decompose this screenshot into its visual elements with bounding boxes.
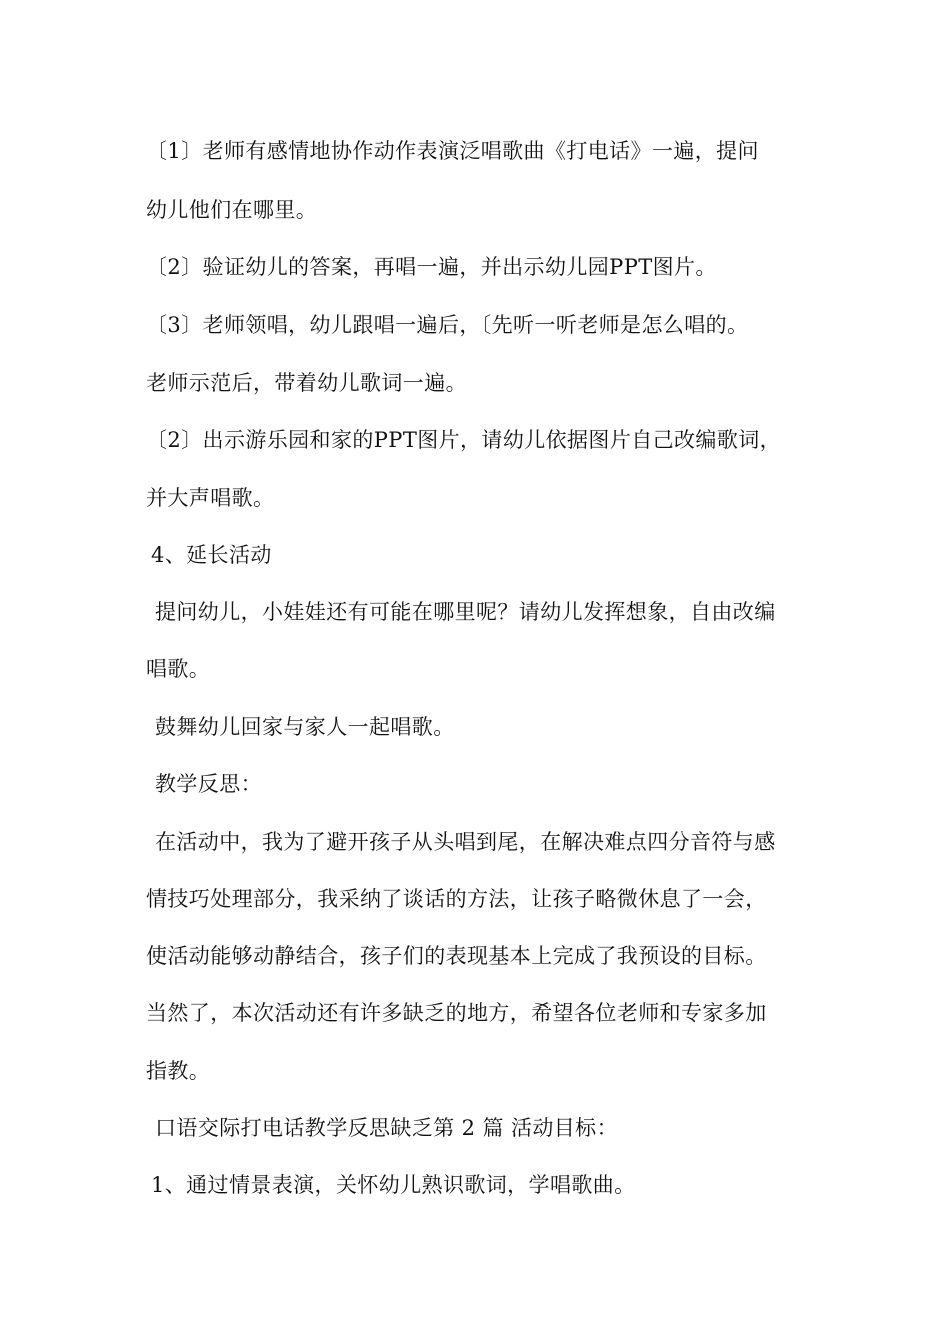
section-heading-part-2: 口语交际打电话教学反思缺乏第 2 篇 活动目标： <box>155 1116 618 1140</box>
paragraph-step-1-line-2: 幼儿他们在哪里。 <box>146 198 318 222</box>
paragraph-extension-line-2: 唱歌。 <box>146 657 211 681</box>
paragraph-step-3-line-1: 〔3〕老师领唱，幼儿跟唱一遍后，〔先听一听老师是怎么唱的。 <box>146 313 749 337</box>
section-heading-extension: 4、延长活动 <box>151 543 272 567</box>
paragraph-encourage: 鼓舞幼儿回家与家人一起唱歌。 <box>155 715 455 739</box>
paragraph-step-1-line-1: 〔1〕老师有感情地协作动作表演泛唱歌曲《打电话》一遍，提问 <box>146 139 759 163</box>
section-heading-reflection: 教学反思： <box>155 772 262 796</box>
paragraph-reflection-line-3: 使活动能够动静结合，孩子们的表现基本上完成了我预设的目标。 <box>146 944 767 968</box>
paragraph-step-2b-line-1: 〔2〕出示游乐园和家的PPT图片，请幼儿依据图片自己改编歌词， <box>146 428 782 452</box>
paragraph-reflection-line-5: 指教。 <box>146 1059 211 1083</box>
paragraph-reflection-line-4: 当然了，本次活动还有许多缺乏的地方，希望各位老师和专家多加 <box>146 1001 767 1025</box>
paragraph-step-3-line-2: 老师示范后，带着幼儿歌词一遍。 <box>146 371 467 395</box>
paragraph-step-2b-line-2: 并大声唱歌。 <box>146 486 275 510</box>
paragraph-reflection-line-1: 在活动中，我为了避开孩子从头唱到尾，在解决难点四分音符与感 <box>155 830 776 854</box>
paragraph-step-2: 〔2〕验证幼儿的答案，再唱一遍，并出示幼儿园PPT图片。 <box>146 255 717 279</box>
paragraph-reflection-line-2: 情技巧处理部分，我采纳了谈话的方法，让孩子略微休息了一会， <box>146 887 767 911</box>
paragraph-goal-1: 1、通过情景表演，关怀幼儿熟识歌词，学唱歌曲。 <box>151 1173 636 1197</box>
paragraph-extension-line-1: 提问幼儿，小娃娃还有可能在哪里呢？请幼儿发挥想象，自由改编 <box>155 600 776 624</box>
